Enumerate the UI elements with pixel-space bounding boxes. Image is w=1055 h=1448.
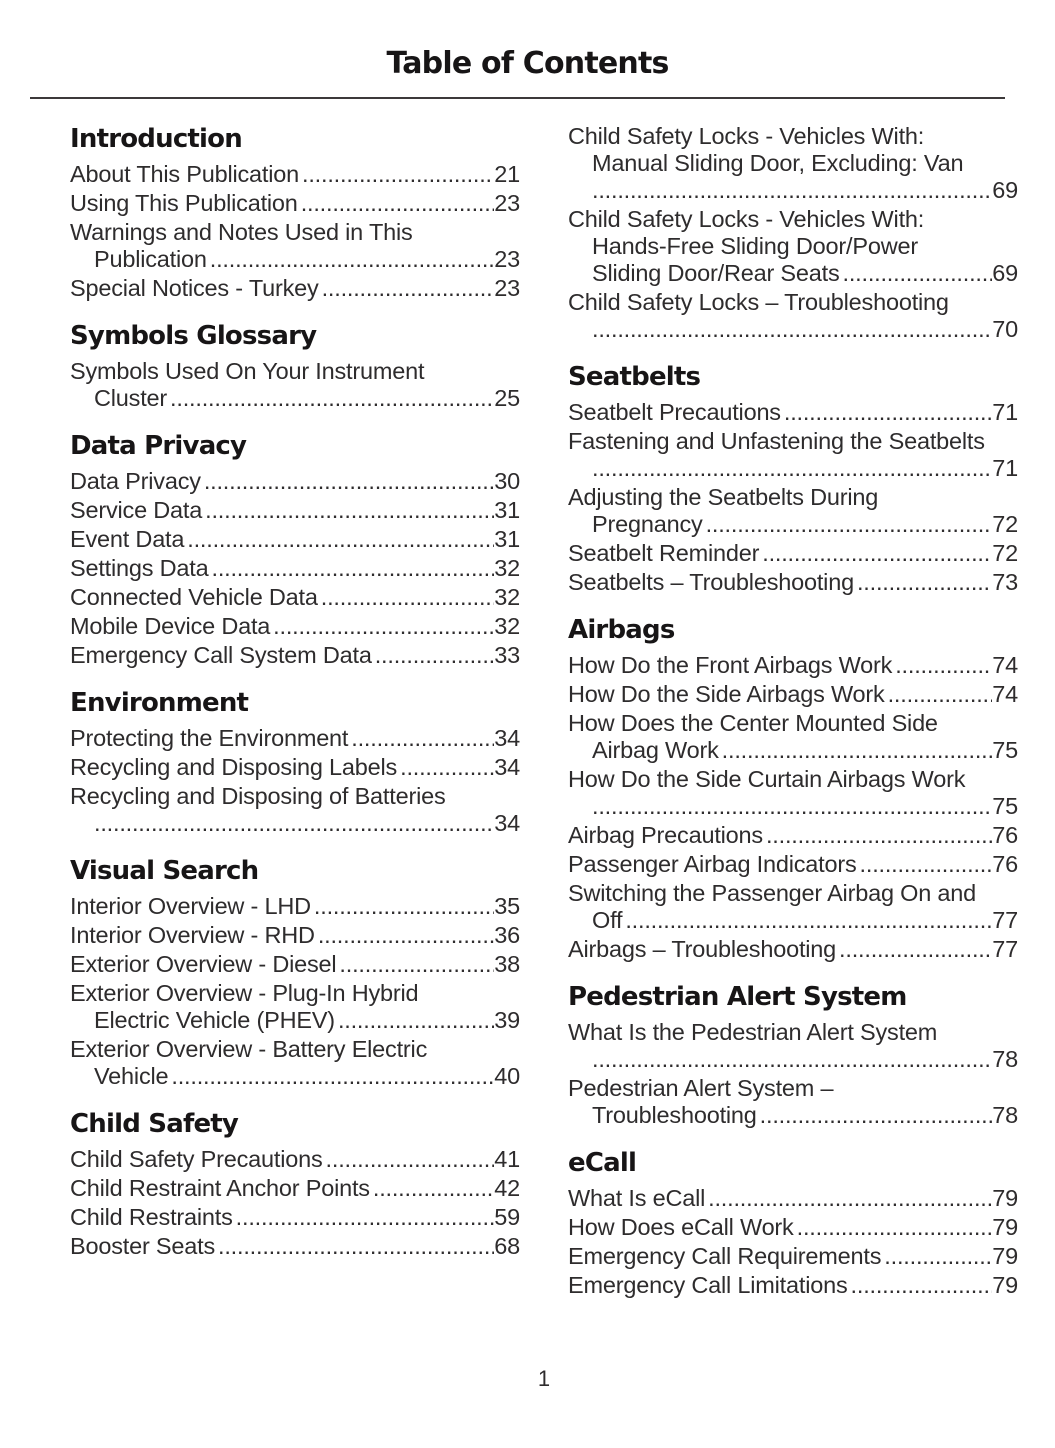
entry-title: Pregnancy	[592, 511, 703, 537]
toc-entry	[568, 428, 1018, 482]
toc-section	[568, 981, 1018, 1129]
entry-title-line: Recycling and Disposing of Batteries	[70, 783, 446, 809]
dot-leader	[373, 1175, 494, 1202]
toc-section	[70, 855, 520, 1090]
toc-entry-line	[568, 316, 1018, 343]
toc-entry	[568, 822, 1018, 849]
toc-entry	[70, 1204, 520, 1231]
toc-entry-line	[70, 497, 520, 524]
toc-entry-line	[568, 1214, 1018, 1241]
toc-entry	[568, 1019, 1018, 1073]
dot-leader	[273, 613, 494, 640]
dot-leader	[236, 1204, 495, 1231]
entry-title: Vehicle	[94, 1063, 169, 1089]
page-ref: 36	[494, 922, 520, 948]
toc-entry-line	[568, 399, 1018, 426]
entry-title: Seatbelt Reminder	[568, 540, 760, 566]
section-heading: Symbols Glossary	[70, 321, 317, 351]
toc-entry-line	[568, 936, 1018, 963]
dot-leader	[766, 822, 992, 849]
entry-title: Seatbelt Precautions	[568, 399, 781, 425]
dot-leader	[884, 1243, 992, 1270]
dot-leader	[211, 555, 494, 582]
dot-leader	[171, 1063, 494, 1090]
toc-entry-line	[70, 555, 520, 582]
toc-entry-line	[70, 642, 520, 669]
dot-leader	[851, 1272, 993, 1299]
toc-entry	[568, 206, 1018, 287]
toc-entry-line	[70, 893, 520, 920]
entry-title-line: What Is the Pedestrian Alert System	[568, 1019, 938, 1045]
section-heading: Pedestrian Alert System	[568, 982, 907, 1012]
toc-entry	[70, 219, 520, 273]
toc-entry	[70, 1036, 520, 1090]
entry-title: Child Restraint Anchor Points	[70, 1175, 370, 1201]
entry-title: Troubleshooting	[592, 1102, 757, 1128]
toc-entry-line	[568, 1046, 1018, 1073]
section-heading: eCall	[568, 1148, 637, 1178]
entry-title: Emergency Call System Data	[70, 642, 372, 668]
toc-entry-line	[568, 1243, 1018, 1270]
entry-title-line: How Do the Side Curtain Airbags Work	[568, 766, 966, 792]
toc-entry-line	[70, 468, 520, 495]
page-ref: 71	[992, 399, 1018, 425]
entry-title: Booster Seats	[70, 1233, 216, 1259]
toc-entry	[568, 123, 1018, 204]
toc-entry-line	[568, 652, 1018, 679]
entry-title-line: Exterior Overview - Plug-In Hybrid	[70, 980, 419, 1006]
toc-entry	[70, 951, 520, 978]
toc-entry	[568, 1075, 1018, 1129]
dot-leader	[322, 275, 495, 302]
dot-leader	[708, 1185, 992, 1212]
toc-column-left	[70, 105, 520, 1301]
dot-leader	[351, 725, 494, 752]
entry-title: Connected Vehicle Data	[70, 584, 318, 610]
dot-leader	[400, 754, 494, 781]
entry-title: Special Notices - Turkey	[70, 275, 319, 301]
toc-section	[568, 1147, 1018, 1299]
page-ref: 31	[494, 526, 520, 552]
page-ref: 59	[494, 1204, 520, 1230]
entry-title: Service Data	[70, 497, 203, 523]
toc-entry	[70, 754, 520, 781]
entry-title-line: Manual Sliding Door, Excluding: Van	[592, 150, 964, 176]
dot-leader	[205, 497, 494, 524]
toc-section	[568, 614, 1018, 963]
page-ref: 31	[494, 497, 520, 523]
toc-entry	[70, 190, 520, 217]
toc-entry-line	[70, 1063, 520, 1090]
toc-entry-line	[568, 540, 1018, 567]
section-heading: Data Privacy	[70, 431, 247, 461]
entry-title: Interior Overview - LHD	[70, 893, 311, 919]
entry-title-line: Child Safety Locks - Vehicles With:	[568, 206, 925, 232]
page-ref: 79	[992, 1272, 1018, 1298]
entry-title-line: Exterior Overview - Battery Electric	[70, 1036, 428, 1062]
page-ref: 21	[494, 161, 520, 187]
toc-entry-line	[70, 275, 520, 302]
toc-section	[70, 1108, 520, 1260]
toc-section	[70, 123, 520, 302]
entry-title: Airbag Work	[592, 737, 719, 763]
entry-title: Off	[592, 907, 623, 933]
toc-columns	[0, 99, 1055, 1301]
entry-title: Emergency Call Limitations	[568, 1272, 848, 1298]
toc-entry	[70, 555, 520, 582]
dot-leader	[762, 540, 992, 567]
dot-leader	[706, 511, 993, 538]
section-heading: Airbags	[568, 615, 675, 645]
toc-section	[568, 123, 1018, 343]
toc-entry-line	[568, 569, 1018, 596]
dot-leader	[722, 737, 993, 764]
toc-entry-line	[568, 177, 1018, 204]
dot-leader	[592, 177, 992, 204]
dot-leader	[784, 399, 992, 426]
section-heading: Child Safety	[70, 1109, 239, 1139]
entry-title: Recycling and Disposing Labels	[70, 754, 398, 780]
toc-entry	[568, 710, 1018, 764]
page-ref: 77	[992, 936, 1018, 962]
toc-entry	[568, 484, 1018, 538]
entry-title-line: Adjusting the Seatbelts During	[568, 484, 879, 510]
dot-leader	[301, 190, 495, 217]
page-ref: 68	[494, 1233, 520, 1259]
toc-entry	[568, 569, 1018, 596]
entry-title: Settings Data	[70, 555, 209, 581]
page-ref: 23	[494, 190, 520, 216]
toc-entry-line	[70, 190, 520, 217]
dot-leader	[592, 455, 992, 482]
entry-title: Passenger Airbag Indicators	[568, 851, 857, 877]
entry-title-line: Pedestrian Alert System –	[568, 1075, 834, 1101]
toc-entry	[568, 681, 1018, 708]
toc-entry-line	[70, 385, 520, 412]
entry-title: Protecting the Environment	[70, 725, 349, 751]
dot-leader	[760, 1102, 993, 1129]
dot-leader	[210, 246, 494, 273]
dot-leader	[314, 893, 494, 920]
toc-entry-line	[70, 922, 520, 949]
toc-entry-line	[70, 1175, 520, 1202]
toc-entry	[70, 584, 520, 611]
page-ref: 79	[992, 1243, 1018, 1269]
page-ref: 33	[494, 642, 520, 668]
section-heading: Environment	[70, 688, 249, 718]
entry-title: Mobile Device Data	[70, 613, 271, 639]
entry-title: Electric Vehicle (PHEV)	[94, 1007, 335, 1033]
dot-leader	[218, 1233, 494, 1260]
page-ref: 35	[494, 893, 520, 919]
page-ref: 41	[494, 1146, 520, 1172]
page-ref: 79	[992, 1214, 1018, 1240]
toc-entry-line	[70, 1007, 520, 1034]
entry-title: Interior Overview - RHD	[70, 922, 315, 948]
page-ref: 30	[494, 468, 520, 494]
toc-entry-line	[568, 1272, 1018, 1299]
entry-title: Exterior Overview - Diesel	[70, 951, 337, 977]
toc-entry	[568, 652, 1018, 679]
toc-entry	[568, 766, 1018, 820]
entry-title: How Does eCall Work	[568, 1214, 794, 1240]
entry-title: Child Safety Precautions	[70, 1146, 323, 1172]
toc-entry	[568, 851, 1018, 878]
toc-entry-line	[70, 526, 520, 553]
toc-entry-line	[70, 725, 520, 752]
dot-leader	[592, 1046, 992, 1073]
dot-leader	[302, 161, 494, 188]
dot-leader	[843, 260, 993, 287]
page-ref: 32	[494, 555, 520, 581]
page-ref: 69	[992, 260, 1018, 286]
toc-entry	[568, 289, 1018, 343]
toc-entry-line	[70, 1204, 520, 1231]
entry-title: Emergency Call Requirements	[568, 1243, 882, 1269]
dot-leader	[895, 652, 992, 679]
toc-entry	[70, 725, 520, 752]
toc-section	[70, 320, 520, 412]
toc-entry	[568, 1272, 1018, 1299]
page-ref: 25	[494, 385, 520, 411]
page-ref: 23	[494, 246, 520, 272]
toc-entry-line	[568, 511, 1018, 538]
page-ref: 77	[992, 907, 1018, 933]
entry-title: Data Privacy	[70, 468, 201, 494]
toc-entry	[70, 893, 520, 920]
toc-entry-line	[568, 793, 1018, 820]
toc-entry	[568, 936, 1018, 963]
page-ref: 73	[992, 569, 1018, 595]
dot-leader	[625, 907, 992, 934]
entry-title: Cluster	[94, 385, 168, 411]
page-ref: 75	[992, 793, 1018, 819]
dot-leader	[339, 951, 494, 978]
toc-column-right	[568, 105, 1018, 1301]
toc-entry-line	[70, 1233, 520, 1260]
toc-entry	[70, 497, 520, 524]
toc-entry	[568, 1214, 1018, 1241]
page-ref: 72	[992, 511, 1018, 537]
page-ref: 76	[992, 851, 1018, 877]
toc-entry	[70, 468, 520, 495]
toc-entry-line	[70, 810, 520, 837]
entry-title: How Do the Front Airbags Work	[568, 652, 893, 678]
page-ref: 23	[494, 275, 520, 301]
entry-title: Sliding Door/Rear Seats	[592, 260, 840, 286]
dot-leader	[375, 642, 495, 669]
toc-entry-line	[70, 584, 520, 611]
page-ref: 34	[494, 725, 520, 751]
dot-leader	[857, 569, 992, 596]
dot-leader	[839, 936, 992, 963]
dot-leader	[338, 1007, 494, 1034]
dot-leader	[204, 468, 494, 495]
toc-entry	[70, 613, 520, 640]
dot-leader	[592, 793, 992, 820]
toc-entry-line	[568, 260, 1018, 287]
toc-entry	[568, 540, 1018, 567]
page-ref: 75	[992, 737, 1018, 763]
dot-leader	[321, 584, 495, 611]
entry-title: Using This Publication	[70, 190, 298, 216]
toc-entry-line	[568, 907, 1018, 934]
toc-section	[568, 361, 1018, 596]
toc-entry-line	[568, 455, 1018, 482]
toc-entry	[568, 880, 1018, 934]
page-ref: 74	[992, 652, 1018, 678]
toc-entry-line	[568, 822, 1018, 849]
toc-entry	[70, 526, 520, 553]
toc-entry	[70, 358, 520, 412]
page-ref: 40	[494, 1063, 520, 1089]
toc-entry	[70, 922, 520, 949]
toc-section	[70, 430, 520, 669]
page-number: 1	[537, 1366, 551, 1391]
toc-entry	[70, 275, 520, 302]
section-heading: Visual Search	[70, 856, 259, 886]
toc-entry	[70, 1175, 520, 1202]
toc-entry-line	[568, 1102, 1018, 1129]
entry-title-line: Child Safety Locks – Troubleshooting	[568, 289, 949, 315]
page-ref: 39	[494, 1007, 520, 1033]
toc-entry	[568, 399, 1018, 426]
toc-entry-line	[70, 951, 520, 978]
entry-title-line: How Does the Center Mounted Side	[568, 710, 938, 736]
page-ref: 72	[992, 540, 1018, 566]
page-ref: 71	[992, 455, 1018, 481]
page-ref: 34	[494, 810, 520, 836]
toc-entry-line	[568, 1185, 1018, 1212]
entry-title: Child Restraints	[70, 1204, 233, 1230]
section-heading: Introduction	[70, 124, 242, 154]
section-heading: Seatbelts	[568, 362, 701, 392]
dot-leader	[797, 1214, 993, 1241]
page-ref: 76	[992, 822, 1018, 848]
toc-entry	[70, 980, 520, 1034]
toc-entry	[568, 1185, 1018, 1212]
toc-entry-line	[70, 246, 520, 273]
entry-title: Airbags – Troubleshooting	[568, 936, 837, 962]
page-ref: 79	[992, 1185, 1018, 1211]
entry-title-line: Switching the Passenger Airbag On and	[568, 880, 977, 906]
page-title: Table of Contents	[386, 46, 669, 81]
toc-section	[70, 687, 520, 837]
toc-entry-line	[70, 754, 520, 781]
entry-title: About This Publication	[70, 161, 300, 187]
entry-title-line: Warnings and Notes Used in This	[70, 219, 413, 245]
page-ref: 42	[494, 1175, 520, 1201]
entry-title: Airbag Precautions	[568, 822, 763, 848]
toc-entry	[568, 1243, 1018, 1270]
toc-entry-line	[70, 161, 520, 188]
entry-title-line: Child Safety Locks - Vehicles With:	[568, 123, 925, 149]
page-ref: 34	[494, 754, 520, 780]
dot-leader	[326, 1146, 495, 1173]
toc-entry	[70, 783, 520, 837]
toc-entry	[70, 1146, 520, 1173]
dot-leader	[170, 385, 494, 412]
toc-entry-line	[70, 1146, 520, 1173]
toc-entry	[70, 1233, 520, 1260]
page-ref: 32	[494, 584, 520, 610]
page-ref: 32	[494, 613, 520, 639]
dot-leader	[592, 316, 992, 343]
entry-title-line: Symbols Used On Your Instrument	[70, 358, 425, 384]
entry-title: How Do the Side Airbags Work	[568, 681, 885, 707]
toc-entry	[70, 161, 520, 188]
entry-title: Event Data	[70, 526, 185, 552]
dot-leader	[860, 851, 993, 878]
dot-leader	[318, 922, 494, 949]
entry-title: Publication	[94, 246, 207, 272]
entry-title-line: Hands-Free Sliding Door/Power	[592, 233, 918, 259]
toc-entry-line	[70, 613, 520, 640]
toc-entry	[70, 642, 520, 669]
page-ref: 38	[494, 951, 520, 977]
dot-leader	[94, 810, 494, 837]
page-ref: 78	[992, 1046, 1018, 1072]
toc-entry-line	[568, 681, 1018, 708]
dot-leader	[187, 526, 494, 553]
page-ref: 74	[992, 681, 1018, 707]
toc-entry-line	[568, 737, 1018, 764]
entry-title: Seatbelts – Troubleshooting	[568, 569, 854, 595]
page-ref: 69	[992, 177, 1018, 203]
dot-leader	[888, 681, 993, 708]
entry-title-line: Fastening and Unfastening the Seatbelts	[568, 428, 985, 454]
entry-title: What Is eCall	[568, 1185, 706, 1211]
page-ref: 70	[992, 316, 1018, 342]
page-ref: 78	[992, 1102, 1018, 1128]
toc-entry-line	[568, 851, 1018, 878]
